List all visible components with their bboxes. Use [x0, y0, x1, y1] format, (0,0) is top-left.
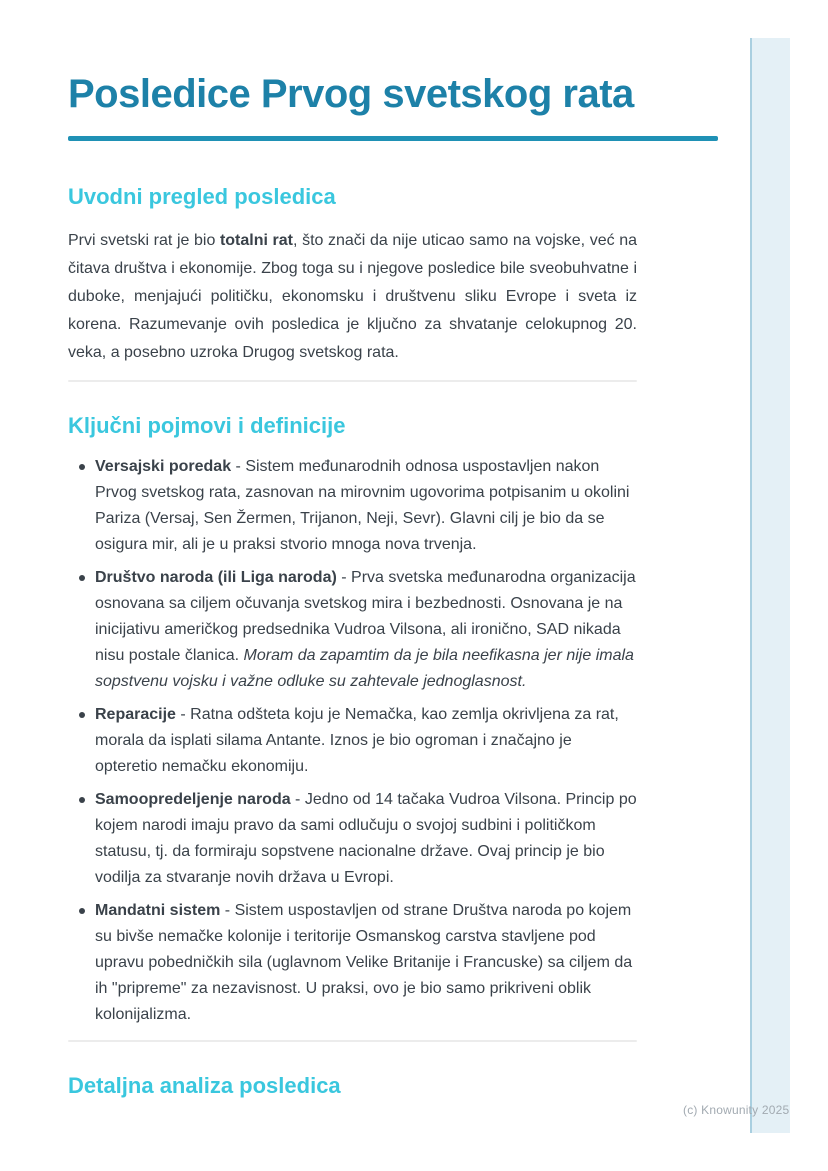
list-item — [68, 702, 637, 780]
term-definition: - Sistem međunarodnih odnosa uspostavljen nakon Prvog svetskog rata, zasnovan na mirovnim ugovorima potpisanim u okolini Pariza (Versaj, Sen Žermen, Trijanon, Neji, Sevr). Glavni cilj je bio da se osigura mir, ali je u praksi stvorio mnoga nova trvenja. — [95, 458, 630, 553]
bullet-icon — [79, 797, 85, 803]
right-margin-stripe — [750, 38, 790, 1133]
bullet-icon — [79, 464, 85, 470]
bullet-icon — [79, 712, 85, 718]
intro-paragraph — [68, 227, 637, 367]
term-definition: - Prva svetska međunarodna organizacija osnovana sa ciljem očuvanja svetskog mira i bezbednosti. Osnovana je na inicijativu američkog predsednika Vudroa Vilsona, ali ironično, SAD nikada nisu postale članica. — [95, 569, 636, 664]
intro-text-bold: totalni rat — [219, 232, 294, 249]
term-definition: - Sistem uspostavljen od strane Društva naroda po kojem su bivše nemačke kolonije i teritorije Osmanskog carstva stavljene pod upravu pobedničkih sila (uglavnom Velike Britanije i Francuske) sa ciljem da ih "pripreme" za nezavisnost. U praksi, ovo je bio samo prikriveni oblik kolonijalizma. — [95, 902, 633, 1023]
term-label: Društvo naroda (ili Liga naroda) — [95, 569, 337, 586]
list-item — [68, 787, 637, 891]
term-definition: - Ratna odšteta koju je Nemačka, kao zemlja okrivljena za rat, morala da isplati silama Antante. Iznos je bio ogroman i značajno je opteretio nemačku ekonomiju. — [95, 706, 619, 775]
section-divider — [68, 380, 637, 382]
bullet-icon — [79, 908, 85, 914]
intro-text-before: Prvi svetski rat je bio — [68, 232, 220, 249]
page-title: Posledice Prvog svetskog rata — [68, 72, 634, 116]
section-heading-intro: Uvodni pregled posledica — [68, 184, 336, 209]
list-item — [68, 898, 637, 1028]
section-heading-key-terms: Ključni pojmovi i definicije — [68, 413, 346, 438]
key-terms-list — [68, 454, 637, 1028]
bullet-icon — [79, 575, 85, 581]
list-item — [68, 454, 637, 558]
document-content — [68, 0, 718, 1100]
copyright-watermark: (c) Knowunity 2025 — [683, 1103, 790, 1117]
term-label: Samoopredeljenje naroda — [95, 791, 291, 808]
section-divider — [68, 1040, 637, 1042]
intro-text-after: , što znači da nije uticao samo na vojske, već na čitava društva i ekonomije. Zbog toga su i njegove posledice bile sveobuhvatne i duboke, menjajući političku, ekonomsku i društvenu sliku Evrope i sveta iz korena. Razumevanje ovih posledica je ključno za shvatanje celokupnog 20. veka, a posebno uzroka Drugog svetskog rata. — [68, 232, 638, 361]
term-note-italic: Moram da zapamtim da je bila neefikasna jer nije imala sopstvenu vojsku i važne odluke su zahtevale jednoglasnost. — [95, 647, 634, 690]
term-label: Reparacije — [95, 706, 176, 723]
list-item — [68, 565, 637, 695]
section-heading-analysis: Detaljna analiza posledica — [68, 1073, 341, 1098]
term-definition: - Jedno od 14 tačaka Vudroa Vilsona. Princip po kojem narodi imaju pravo da sami odlučuju o svojoj sudbini i političkom statusu, tj. da formiraju sopstvene nacionalne države. Ovaj princip je bio vodilja za stvaranje novih država u Evropi. — [95, 791, 637, 886]
title-underline-rule — [68, 136, 718, 141]
term-label: Mandatni sistem — [95, 902, 221, 919]
term-label: Versajski poredak — [95, 458, 232, 475]
